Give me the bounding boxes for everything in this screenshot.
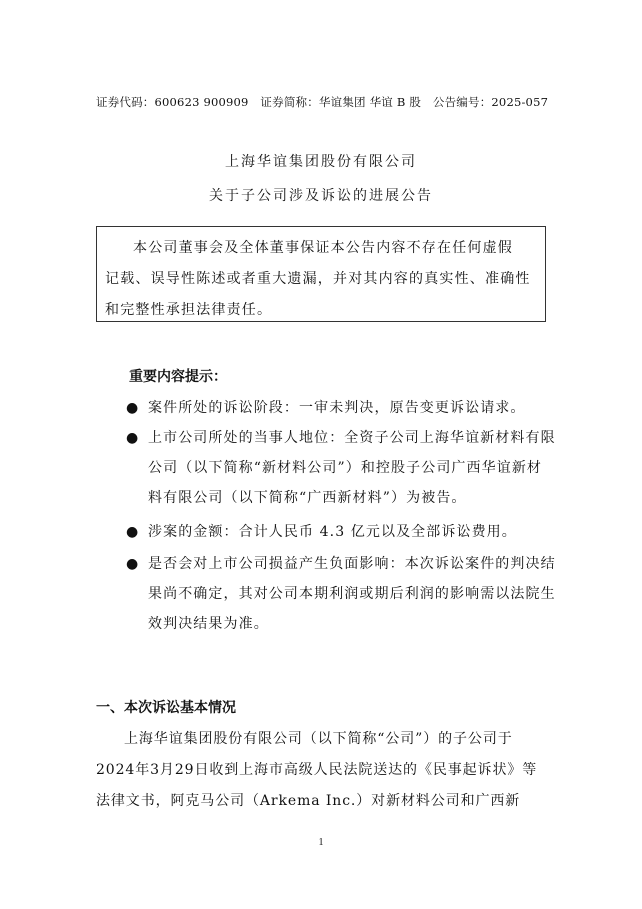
company-title: 上海华谊集团股份有限公司 bbox=[225, 154, 417, 170]
bullet-dot-icon: ● bbox=[126, 430, 140, 446]
statement-line-3: 和完整性承担法律责任。 bbox=[105, 302, 273, 318]
page-number: 1 bbox=[318, 837, 324, 848]
statement-line-2: 记载、误导性陈述或者重大遗漏，并对其内容的真实性、准确性 bbox=[105, 271, 531, 287]
list-item: ● 案件所处的诉讼阶段：一审未判决，原告变更诉讼请求。 bbox=[96, 393, 556, 423]
announcement-number: 公告编号：2025-057 bbox=[432, 95, 549, 109]
highlights-heading: 重要内容提示： bbox=[129, 369, 227, 385]
section-heading: 一、本次诉讼基本情况 bbox=[96, 700, 236, 716]
document-header bbox=[96, 94, 566, 110]
list-item: ● 是否会对上市公司损益产生负面影响：本次诉讼案件的判决结果尚不确定，其对公司本期利润或期后利润的影响需以法院生效判决结果为准。 bbox=[96, 549, 556, 639]
section-paragraph: 上海华谊集团股份有限公司（以下简称“公司”）的子公司于2024年3月29日收到上海市高级人民法院送达的《民事起诉状》等法律文书，阿克马公司（Arkema Inc.）对新材料公司和广西新 bbox=[96, 731, 538, 809]
bullet-dot-icon: ● bbox=[126, 556, 140, 572]
bullet-dot-icon: ● bbox=[126, 400, 140, 416]
highlights-list bbox=[96, 391, 556, 639]
bullet-dot-icon: ● bbox=[126, 524, 140, 540]
stock-code: 证券代码：600623 900909 bbox=[96, 95, 249, 109]
announcement-title: 关于子公司涉及诉讼的进展公告 bbox=[209, 188, 433, 204]
list-item: ● 涉案的金额：合计人民币 4.3 亿元以及全部诉讼费用。 bbox=[96, 517, 556, 547]
board-statement-box bbox=[96, 226, 546, 322]
stock-short-name: 证券简称：华谊集团 华谊 B 股 bbox=[260, 95, 422, 109]
statement-line-1: 本公司董事会及全体董事保证本公告内容不存在任何虚假 bbox=[133, 240, 513, 256]
list-item: ● 上市公司所处的当事人地位：全资子公司上海华谊新材料有限公司（以下简称“新材料公司”）和控股子公司广西华谊新材料有限公司（以下简称“广西新材料”）为被告。 bbox=[96, 423, 556, 513]
